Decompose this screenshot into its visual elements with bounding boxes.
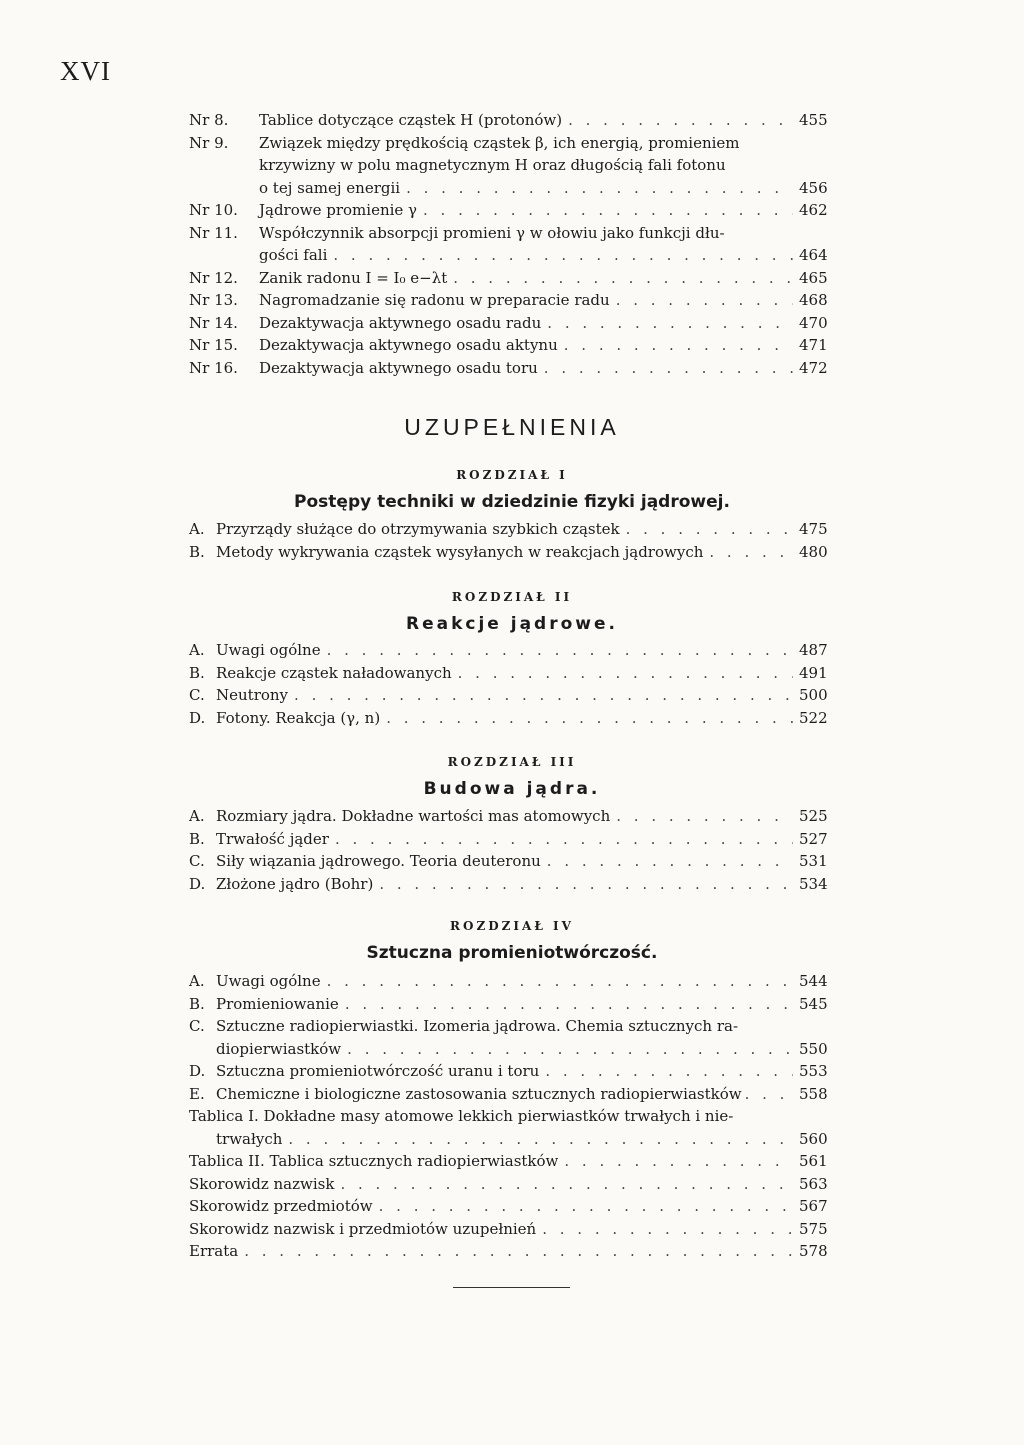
entry-title: Uwagi ogólne (216, 972, 321, 990)
entry-page: 462 (799, 201, 828, 219)
leader-dots (709, 541, 793, 564)
toc-entry[interactable] (189, 109, 827, 132)
entry-page: 475 (799, 520, 828, 538)
toc-entry[interactable] (189, 222, 827, 245)
leader-dots (244, 1240, 793, 1263)
entry-title: Tablice dotyczące cząstek H (protonów) (259, 111, 563, 129)
chapter-title: Budowa jądra. (423, 779, 601, 799)
toc-entry[interactable] (189, 828, 827, 851)
leader-dots (379, 1195, 793, 1218)
entry-page: 578 (799, 1242, 828, 1260)
entry-title-continued: trwałych (216, 1129, 283, 1148)
toc-entry[interactable] (189, 1060, 827, 1083)
leader-dots (745, 1083, 796, 1106)
entry-number: Nr 11. (189, 223, 238, 242)
entry-title: Związek między prędkością cząstek β, ich energią, promieniem (259, 133, 740, 152)
leader-dots (547, 312, 793, 335)
entry-number: Nr 8. (189, 111, 229, 129)
entry-number: Nr 12. (189, 268, 238, 287)
toc-entry-end[interactable] (189, 177, 827, 200)
entry-title: Sztuczne radiopierwiastki. Izomeria jądrowa. Chemia sztucznych ra- (216, 1017, 739, 1035)
toc-entry[interactable] (189, 1218, 827, 1241)
entry-page: 567 (799, 1197, 828, 1215)
toc-entry[interactable] (189, 993, 827, 1016)
leader-dots (616, 805, 793, 828)
leader-dots (547, 850, 793, 873)
leader-dots (333, 244, 793, 267)
leader-dots (327, 970, 793, 993)
entry-page: 575 (799, 1219, 828, 1238)
entry-title-continued: diopierwiastków (216, 1039, 342, 1058)
entry-letter: E. (189, 1084, 205, 1103)
entry-title: Dezaktywacja aktywnego osadu toru (259, 358, 538, 377)
entry-title: Uwagi ogólne (216, 641, 321, 659)
entry-title: Sztuczna promieniotwórczość uranu i toru (216, 1062, 540, 1080)
entry-letter: C. (189, 852, 205, 870)
toc-entry[interactable] (189, 707, 827, 730)
toc-entry[interactable] (189, 850, 827, 873)
toc-entry[interactable] (189, 518, 827, 541)
end-rule (453, 1287, 570, 1288)
chapter-title: Postępy techniki w dziedzinie fizyki jądrowej. (294, 492, 730, 512)
chapter-1-entries (189, 518, 827, 563)
toc-entry[interactable] (189, 1105, 827, 1128)
entry-page: 464 (799, 246, 828, 264)
entry-title: Siły wiązania jądrowego. Teoria deuteronu (216, 852, 541, 870)
entry-letter: B. (189, 994, 205, 1013)
toc-entry[interactable] (189, 334, 827, 357)
entry-number: Nr 10. (189, 201, 238, 219)
toc-entry[interactable] (189, 805, 827, 828)
leader-dots (340, 1173, 793, 1196)
leader-dots (564, 1150, 793, 1173)
entry-page: 558 (799, 1084, 828, 1103)
entry-page: 561 (799, 1152, 828, 1170)
toc-entry[interactable] (189, 541, 827, 564)
entry-title: Złożone jądro (Bohr) (216, 874, 374, 893)
entry-page: 553 (799, 1062, 828, 1080)
entry-page: 470 (799, 313, 828, 332)
toc-entry[interactable] (189, 132, 827, 155)
entry-page: 550 (799, 1039, 828, 1058)
entry-letter: B. (189, 829, 205, 848)
entry-page: 563 (799, 1174, 828, 1193)
entry-page: 480 (799, 542, 828, 561)
entry-title: Metody wykrywania cząstek wysyłanych w reakcjach jądrowych (216, 542, 704, 561)
entry-page: 455 (799, 111, 828, 129)
entry-title: Jądrowe promienie γ (259, 201, 418, 219)
toc-entry[interactable] (189, 1150, 827, 1173)
entry-title: Skorowidz nazwisk i przedmiotów uzupełnień (189, 1219, 537, 1238)
entry-title: Nagromadzanie się radonu w preparacie radu (259, 291, 610, 309)
entry-title: Przyrządy służące do otrzymywania szybkich cząstek (216, 520, 620, 538)
entry-title: Promieniowanie (216, 994, 339, 1013)
toc-entry[interactable] (189, 1173, 827, 1196)
entry-page: 527 (799, 829, 828, 848)
toc-entry[interactable] (189, 639, 827, 662)
leader-dots (406, 177, 793, 200)
entry-number: Nr 13. (189, 291, 238, 309)
entry-page: 544 (799, 972, 828, 990)
toc-entry[interactable] (189, 312, 827, 335)
entry-page: 487 (799, 641, 828, 659)
toc-entry-end[interactable] (189, 1038, 827, 1061)
chapter-label: ROZDZIAŁ IV (450, 919, 574, 933)
page-number: XVI (60, 56, 111, 86)
entry-number: Nr 14. (189, 313, 238, 332)
leader-dots (568, 109, 793, 132)
leader-dots (386, 707, 793, 730)
entry-title-continued: gości fali (259, 246, 328, 264)
entry-page: 456 (799, 178, 828, 197)
entry-title: Chemiczne i biologiczne zastosowania sztucznych radiopierwiastków (216, 1084, 742, 1103)
chapter-title: Sztuczna promieniotwórczość. (366, 943, 658, 963)
entry-title: Errata (189, 1242, 239, 1260)
entry-title: Dezaktywacja aktywnego osadu radu (259, 313, 542, 332)
entry-page: 525 (799, 807, 828, 825)
chapter-3-entries (189, 805, 827, 895)
leader-dots (379, 873, 793, 896)
toc-entry[interactable] (189, 970, 827, 993)
entry-title: Dezaktywacja aktywnego osadu aktynu (259, 336, 558, 354)
entry-title: Zanik radonu I = I₀ e−λt (259, 268, 448, 287)
toc-entry[interactable] (189, 662, 827, 685)
entry-page: 560 (799, 1129, 828, 1148)
entry-letter: C. (189, 1017, 205, 1035)
toc-entry-end[interactable] (189, 244, 827, 267)
leader-dots (327, 639, 793, 662)
entry-letter: A. (189, 641, 205, 659)
entry-letter: A. (189, 972, 205, 990)
entry-letter: D. (189, 708, 206, 727)
chapter-label: ROZDZIAŁ II (451, 590, 573, 604)
toc-entry[interactable] (189, 684, 827, 707)
toc-entry[interactable] (189, 1083, 827, 1106)
entry-title: Fotony. Reakcja (γ, n) (216, 708, 381, 727)
entry-letter: D. (189, 1062, 206, 1080)
entry-page: 472 (799, 358, 828, 377)
supplement-title: UZUPEŁNIENIA (404, 414, 620, 440)
entry-number: Nr 16. (189, 358, 238, 377)
toc-entry[interactable] (189, 199, 827, 222)
leader-dots (335, 828, 793, 851)
toc-entry[interactable] (189, 1240, 827, 1263)
tables-list (189, 109, 827, 379)
entry-number: Nr 9. (189, 133, 229, 152)
entry-title: Tablica I. Dokładne masy atomowe lekkich pierwiastków trwałych i nie- (189, 1107, 734, 1125)
toc-entry[interactable] (189, 1195, 827, 1218)
entry-page: 545 (799, 994, 828, 1013)
entry-page: 468 (799, 291, 828, 309)
leader-dots (626, 518, 793, 541)
entry-page: 491 (799, 663, 828, 682)
entry-title: Skorowidz przedmiotów (189, 1197, 373, 1215)
entry-letter: D. (189, 874, 206, 893)
entry-page: 465 (799, 268, 828, 287)
leader-dots (545, 1060, 793, 1083)
leader-dots (542, 1218, 793, 1241)
leader-dots (294, 684, 793, 707)
leader-dots (345, 993, 793, 1016)
entry-title: Trwałość jąder (216, 829, 329, 848)
entry-page: 531 (799, 852, 828, 870)
leader-dots (616, 289, 793, 312)
entry-letter: B. (189, 663, 205, 682)
toc-entry[interactable] (189, 289, 827, 312)
toc-entry[interactable] (189, 267, 827, 290)
toc-entry[interactable] (189, 1015, 827, 1038)
entry-page: 522 (799, 708, 828, 727)
leader-dots (288, 1128, 793, 1151)
leader-dots (544, 357, 793, 380)
chapter-label: ROZDZIAŁ I (456, 468, 568, 482)
entry-letter: B. (189, 542, 205, 561)
entry-title: Neutrony (216, 686, 289, 704)
entry-letter: A. (189, 520, 205, 538)
toc-entry[interactable] (189, 873, 827, 896)
chapter-2-entries (189, 639, 827, 729)
entry-letter: C. (189, 686, 205, 704)
leader-dots (453, 267, 793, 290)
entry-letter: A. (189, 807, 205, 825)
entry-title: Tablica II. Tablica sztucznych radiopierwiastków (189, 1152, 559, 1170)
leader-dots (423, 199, 793, 222)
toc-entry[interactable] (189, 357, 827, 380)
entry-page: 500 (799, 686, 828, 704)
entry-title: Rozmiary jądra. Dokładne wartości mas atomowych (216, 807, 611, 825)
entry-page: 534 (799, 874, 828, 893)
leader-dots (458, 662, 793, 685)
entry-title: Reakcje cząstek naładowanych (216, 663, 452, 682)
leader-dots (347, 1038, 793, 1061)
entry-page: 471 (799, 336, 828, 354)
leader-dots (564, 334, 793, 357)
entry-title-continued: krzywizny w polu magnetycznym H oraz długością fali fotonu (259, 156, 726, 174)
toc-entry-end[interactable] (189, 1128, 827, 1151)
entry-number: Nr 15. (189, 336, 238, 354)
chapter-title: Reakcje jądrowe. (406, 614, 618, 634)
chapter-4-entries (189, 970, 827, 1263)
chapter-label: ROZDZIAŁ III (447, 755, 577, 769)
entry-title-continued: o tej samej energii (259, 178, 401, 197)
entry-title: Skorowidz nazwisk (189, 1174, 335, 1193)
entry-title: Współczynnik absorpcji promieni γ w ołowiu jako funkcji dłu- (259, 223, 725, 242)
